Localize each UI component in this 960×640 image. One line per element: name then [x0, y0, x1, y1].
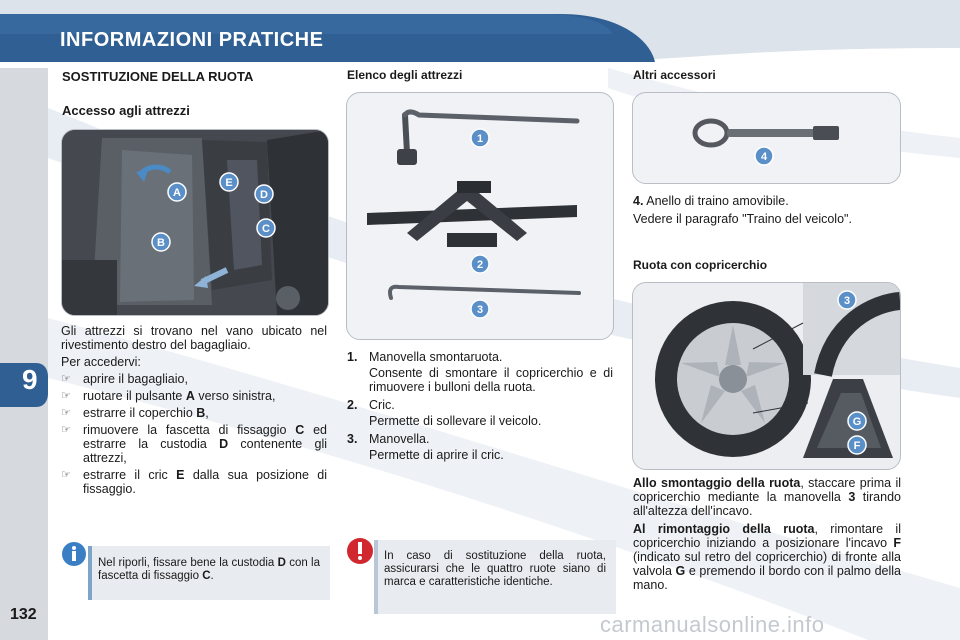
section-title: SOSTITUZIONE DELLA RUOTA: [62, 69, 254, 84]
towing-eye-image: [632, 92, 901, 184]
callout-3: [470, 299, 490, 319]
callout-A: [167, 182, 187, 202]
step-4: ☞ rimuovere la fascetta di fissaggio C ed estrarre la custodia D contenente gli attrezzi,: [61, 423, 328, 465]
callout-label: C: [262, 223, 270, 235]
accessory-item-4: 4. Anello di traino amovibile.: [633, 194, 789, 208]
tool-item-3-desc: Permette di aprire il cric.: [369, 448, 504, 462]
chapter-number: 9: [22, 364, 38, 395]
pointer-icon: ☞: [61, 407, 71, 419]
page-header-title: INFORMAZIONI PRATICHE: [60, 29, 324, 51]
callout-D: [254, 184, 274, 204]
info-note-text: Nel riporli, fissare bene la custodia D con la fascetta di fissaggio C.: [98, 557, 320, 582]
wheel-cover-image: [632, 282, 901, 470]
step-5: ☞ estrarre il cric E dalla sua posizione di fissaggio.: [61, 468, 327, 496]
callout-3-wheel: [837, 290, 857, 310]
callout-label: 2: [476, 259, 484, 271]
pointer-icon: ☞: [61, 469, 71, 481]
trunk-illustration: [62, 130, 328, 315]
col3-body: [633, 476, 901, 595]
towing-reference: Vedere il paragrafo "Traino del veicolo".: [633, 212, 852, 226]
info-icon: [60, 540, 88, 568]
callout-label: 3: [843, 295, 851, 307]
tools-image: [346, 92, 614, 340]
callout-label: 1: [476, 133, 484, 145]
remount-instruction: Al rimontaggio della ruota, rimontare il copricerchio iniziando a posizionare l'incavo F (indicato sul retro del copricerchio) di fronte alla valvola G e premendo il bordo con il palmo della mano.: [633, 522, 901, 592]
other-accessories-title: Altri accessori: [633, 68, 716, 82]
callout-1: [470, 128, 490, 148]
callout-label: 3: [476, 304, 484, 316]
callout-label: F: [853, 440, 861, 452]
tool-item-1-desc: Consente di smontare il copricerchio e di rimuovere i bulloni della ruota.: [369, 366, 613, 394]
col1-body: [61, 324, 327, 499]
watermark: carmanualsonline.info: [600, 612, 825, 637]
callout-F: [847, 435, 867, 455]
callout-label: D: [260, 189, 268, 201]
pointer-icon: ☞: [61, 373, 71, 385]
towing-eye-illustration: [633, 93, 900, 183]
callout-label: E: [225, 177, 233, 189]
col2-body: [347, 350, 613, 466]
tools-list-title: Elenco degli attrezzi: [347, 68, 463, 82]
step-1: ☞ aprire il bagagliaio,: [61, 372, 188, 386]
callout-E: [219, 172, 239, 192]
pointer-icon: ☞: [61, 390, 71, 402]
tool-item-1: 1. Manovella smontaruota.: [347, 350, 503, 364]
callout-label: B: [157, 237, 165, 249]
intro-text: Gli attrezzi si trovano nel vano ubicato nel rivestimento destro del bagagliaio.: [61, 324, 327, 352]
warning-icon: [345, 536, 375, 566]
pointer-icon: ☞: [61, 424, 71, 436]
lead-text: Per accedervi:: [61, 355, 141, 369]
tool-item-3: 3. Manovella.: [347, 432, 430, 446]
page-number: 132: [10, 606, 37, 623]
callout-label: A: [173, 187, 181, 199]
callout-2: [470, 254, 490, 274]
callout-C: [256, 218, 276, 238]
wheel-cover-title: Ruota con copricerchio: [633, 258, 768, 272]
left-rail: [0, 68, 48, 640]
tool-item-2: 2. Cric.: [347, 398, 395, 412]
callout-G: [847, 411, 867, 431]
warning-note-text: In caso di sostituzione della ruota, assicurarsi che le quattro ruote siano di marca e caratteristiche identiche.: [384, 550, 606, 588]
step-2: ☞ ruotare il pulsante A verso sinistra,: [61, 389, 276, 403]
step-3: ☞ estrarre il coperchio B,: [61, 406, 209, 420]
dismount-instruction: Allo smontaggio della ruota, staccare prima il copricerchio mediante la manovella 3 tirando all'altezza dell'incavo.: [633, 476, 901, 518]
towing-eye-text: [633, 194, 901, 226]
callout-B: [151, 232, 171, 252]
callout-label: 4: [760, 151, 768, 163]
trunk-tools-image: [61, 129, 329, 316]
tool-item-2-desc: Permette di sollevare il veicolo.: [369, 414, 542, 428]
subtitle-tool-access: Accesso agli attrezzi: [62, 103, 190, 118]
callout-label: G: [852, 416, 862, 428]
callout-4: [754, 146, 774, 166]
